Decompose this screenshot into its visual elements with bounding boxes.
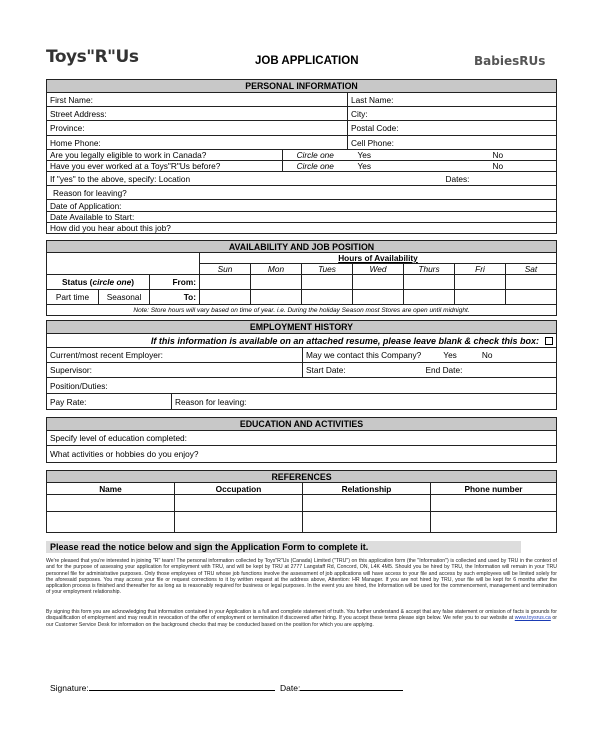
education-level-field[interactable]: Specify level of education completed:	[47, 431, 557, 446]
ref-cell[interactable]	[431, 512, 557, 533]
to-fri[interactable]	[455, 290, 506, 305]
section-heading: REFERENCES	[47, 471, 557, 483]
from-mon[interactable]	[251, 275, 302, 290]
status-label	[47, 275, 150, 290]
date-row	[280, 682, 403, 693]
day-wed: Wed	[353, 264, 404, 275]
col-phone: Phone number	[431, 483, 557, 495]
circle-one-label: Circle one	[283, 161, 348, 172]
part-time-option[interactable]: Part time	[47, 290, 99, 305]
col-relationship: Relationship	[303, 483, 431, 495]
section-heading: AVAILABILITY AND JOB POSITION	[47, 241, 557, 253]
may-contact-row	[303, 348, 557, 363]
reason-for-leaving-field[interactable]: Reason for leaving?	[47, 186, 557, 200]
ref-cell[interactable]	[431, 495, 557, 512]
day-mon: Mon	[251, 264, 302, 275]
how-hear-field[interactable]: How did you hear about this job?	[47, 223, 557, 234]
from-thurs[interactable]	[404, 275, 455, 290]
worked-before-label: Have you ever worked at a Toys"R"Us before?	[47, 161, 283, 172]
from-sat[interactable]	[506, 275, 557, 290]
day-sat: Sat	[506, 264, 557, 275]
to-label: To:	[150, 290, 200, 305]
website-link[interactable]: www.toysrus.ca	[514, 615, 551, 622]
day-sun: Sun	[200, 264, 251, 275]
status-close: )	[131, 277, 134, 287]
supervisor-field[interactable]: Supervisor:	[47, 363, 303, 378]
table-row	[47, 495, 557, 512]
circle-one-text: circle one	[92, 277, 132, 287]
toysrus-logo: Toys"R"Us	[46, 47, 139, 67]
attached-resume-row	[47, 334, 557, 348]
from-label: From:	[150, 275, 200, 290]
first-name-field[interactable]: First Name:	[47, 93, 348, 107]
attached-resume-checkbox[interactable]	[545, 337, 553, 345]
education-table	[46, 417, 557, 463]
date-label: Date:	[280, 683, 301, 693]
pay-rate-field[interactable]: Pay Rate:	[47, 394, 172, 410]
ref-cell[interactable]	[47, 495, 175, 512]
worked-yes[interactable]: Yes	[348, 161, 443, 172]
worked-no[interactable]: No	[443, 161, 557, 172]
availability-table	[46, 240, 557, 316]
ack-text-end: or our Customer Service Desk for information on the background checks that may be conducted based on the position for which you are applying.	[46, 615, 557, 628]
date-of-application-field[interactable]: Date of Application:	[47, 200, 557, 212]
eligible-label: Are you legally eligible to work in Canada?	[47, 150, 283, 161]
eligible-yes[interactable]: Yes	[348, 150, 443, 161]
employment-history-table	[46, 320, 557, 410]
start-date-field[interactable]: Start Date:	[303, 363, 423, 378]
babiesrus-logo: BabiesRUs	[474, 54, 546, 68]
status-text: Status (	[62, 277, 93, 287]
page-title: JOB APPLICATION	[255, 55, 359, 67]
section-heading: PERSONAL INFORMATION	[47, 80, 557, 93]
day-thurs: Thurs	[404, 264, 455, 275]
section-heading: EMPLOYMENT HISTORY	[47, 321, 557, 334]
hours-heading: Hours of Availability	[200, 253, 557, 264]
position-duties-field[interactable]: Position/Duties:	[47, 378, 557, 394]
to-sun[interactable]	[200, 290, 251, 305]
from-tues[interactable]	[302, 275, 353, 290]
ref-cell[interactable]	[175, 495, 303, 512]
last-name-field[interactable]: Last Name:	[348, 93, 557, 107]
day-fri: Fri	[455, 264, 506, 275]
date-line[interactable]	[300, 682, 403, 691]
street-address-field[interactable]: Street Address:	[47, 107, 348, 121]
col-name: Name	[47, 483, 175, 495]
ack-text: By signing this form you are acknowledging that information contained in your Application is a full and complete statement of truth. You further understand & accept that any false statement or omission of facts is grounds for disqualification of employment and may result in revocation of the offer of employment or termination if discovered after hiring. If you accept these terms please sign below. We refer you to our website at	[46, 609, 557, 622]
personal-information-table	[46, 79, 557, 234]
eligible-no[interactable]: No	[443, 150, 557, 161]
to-thurs[interactable]	[404, 290, 455, 305]
attached-resume-label: If this information is available on an attached resume, please leave blank & check this box:	[150, 335, 539, 346]
end-date-field[interactable]: End Date:	[423, 363, 557, 378]
table-row	[47, 512, 557, 533]
signature-row	[50, 682, 275, 693]
may-contact-label: May we contact this Company?	[306, 350, 422, 360]
home-phone-field[interactable]: Home Phone:	[47, 136, 348, 150]
reason-leaving-field[interactable]: Reason for leaving:	[172, 394, 557, 410]
section-heading: EDUCATION AND ACTIVITIES	[47, 418, 557, 431]
postal-code-field[interactable]: Postal Code:	[348, 121, 557, 136]
references-table	[46, 470, 557, 533]
col-occupation: Occupation	[175, 483, 303, 495]
province-field[interactable]: Province:	[47, 121, 348, 136]
store-hours-note: Note: Store hours will vary based on time of year. i.e. During the holiday Season most Stores are open until midnight.	[47, 305, 557, 316]
contact-no[interactable]: No	[481, 350, 493, 360]
signature-line[interactable]	[89, 682, 275, 691]
dates-field[interactable]: Dates:	[443, 172, 557, 186]
seasonal-option[interactable]: Seasonal	[99, 290, 150, 305]
city-field[interactable]: City:	[348, 107, 557, 121]
to-sat[interactable]	[506, 290, 557, 305]
ref-cell[interactable]	[303, 512, 431, 533]
date-available-field[interactable]: Date Available to Start:	[47, 212, 557, 223]
to-mon[interactable]	[251, 290, 302, 305]
previous-location-field[interactable]: If "yes" to the above, specify: Location	[47, 172, 443, 186]
ref-cell[interactable]	[175, 512, 303, 533]
hobbies-field[interactable]: What activities or hobbies do you enjoy?	[47, 446, 557, 463]
ref-cell[interactable]	[303, 495, 431, 512]
circle-one-label: Circle one	[283, 150, 348, 161]
signature-label: Signature:	[50, 683, 89, 693]
cell-phone-field[interactable]: Cell Phone:	[348, 136, 557, 150]
to-tues[interactable]	[302, 290, 353, 305]
from-sun[interactable]	[200, 275, 251, 290]
from-wed[interactable]	[353, 275, 404, 290]
to-wed[interactable]	[353, 290, 404, 305]
contact-yes[interactable]: Yes	[443, 350, 457, 360]
acknowledgement-paragraph	[46, 609, 557, 628]
privacy-notice-paragraph: We're pleased that you're interested in joining "R" team! The personal information collected by Toys"R"Us (Canada) Limited ("TRU") on this application form (the "Information") is collected and used by TRU in the context of and for the purpose of assessing your application for employment with TRU, and will be kept by TRU at 2777 Langstaff Rd, Concord, ON, L4K 4M5. Should you be hired by TRU, the Information will remain in your TRU personnel file for administrative purposes. Only those employees of TRU whose job functions involve the assessment of job applications will have access to your file and access by such employees will be limited solely for the aforesaid purposes. You may access your file or request corrections to it by written request at the address above, Attention: HR Manager. If you are not hired by TRU, your file will be kept for 6 months after the application process is finished and thereafter for as long as is reasonably required for business or legal purposes. In the event you are hired, the Information will be used for the commencement, management and termination of your employment relationship.	[46, 558, 557, 596]
day-tues: Tues	[302, 264, 353, 275]
from-fri[interactable]	[455, 275, 506, 290]
ref-cell[interactable]	[47, 512, 175, 533]
current-employer-field[interactable]: Current/most recent Employer:	[47, 348, 303, 363]
notice-heading: Please read the notice below and sign the Application Form to complete it.	[46, 541, 521, 553]
